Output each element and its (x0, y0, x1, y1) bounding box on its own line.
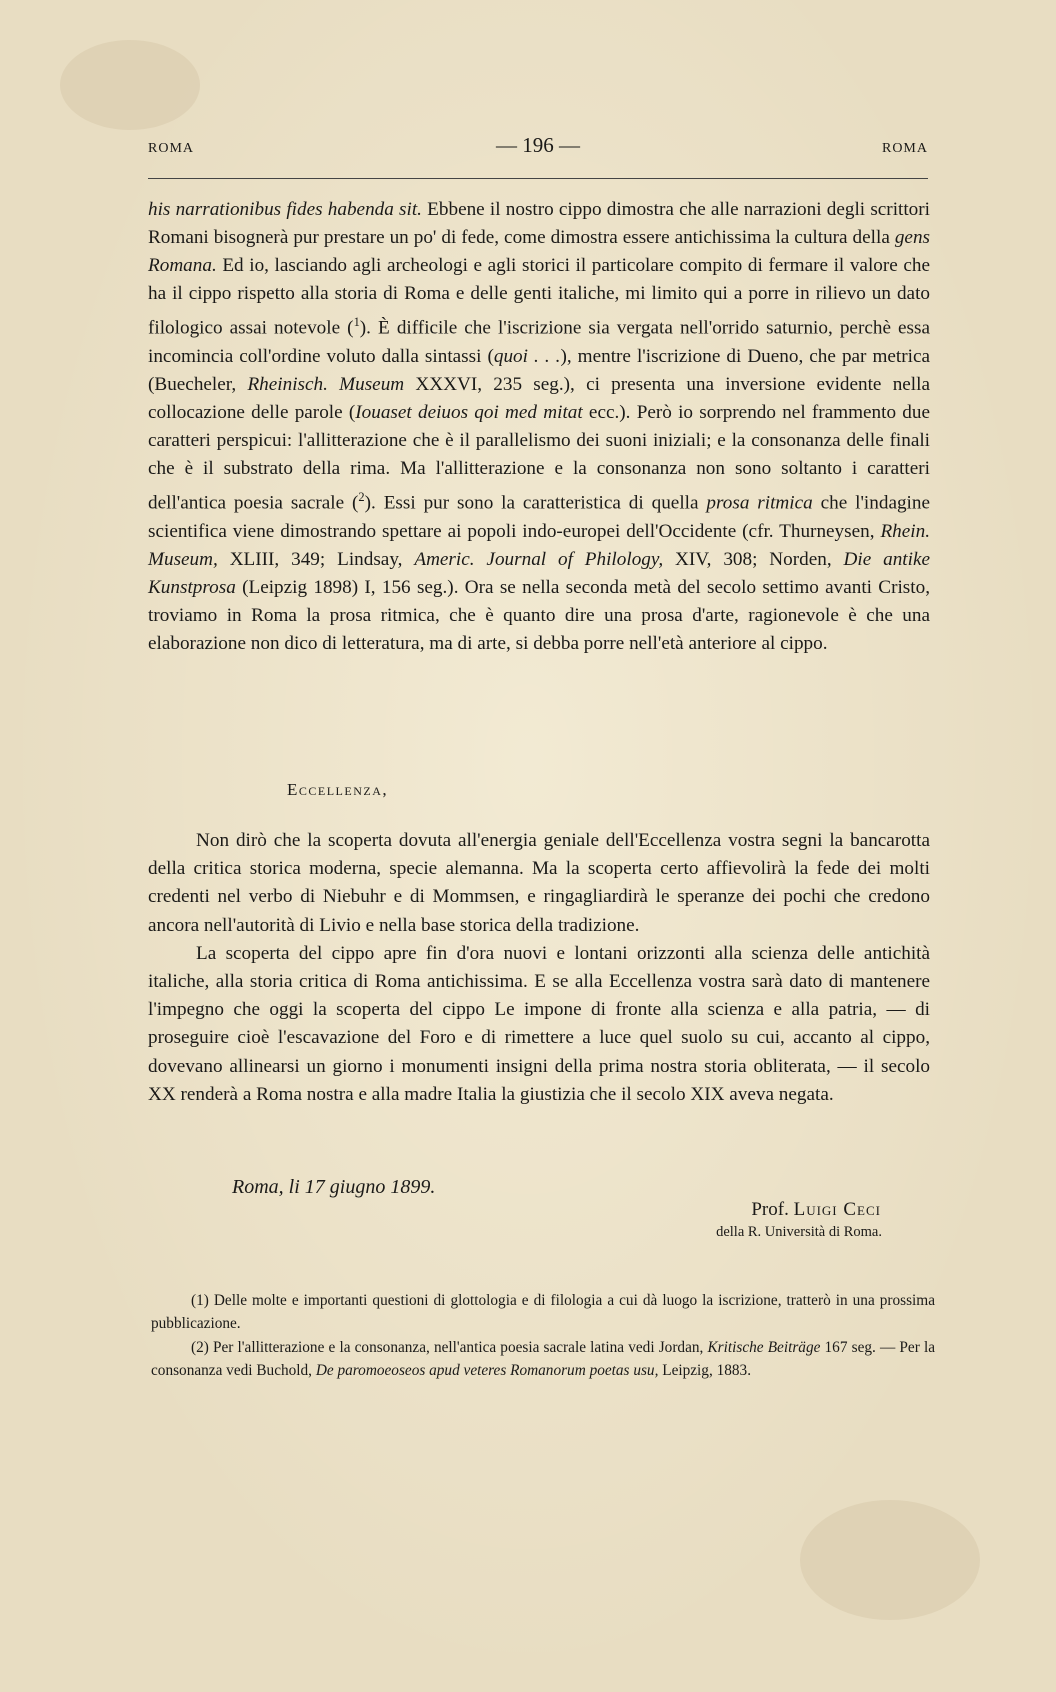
text-run: XXXVI, 235 seg.), ci presenta una inversione evidente nella collocazione delle parole ( (148, 373, 930, 424)
latin-quote: his narrationibus fides habenda sit. (148, 199, 422, 220)
signature-title: Prof. (751, 1199, 789, 1220)
main-paragraph (148, 196, 930, 658)
text-run: ecc.). Però io sorprendo nel frammento due caratteri perspicui: l'allitterazione che è il parallelismo dei suoni iniziali; e la consonanza delle finali che è il substrato della rima. Ma l'allitterazione e la consonanza non sono soltanto i caratteri dell'antica poesia sacrale ( (148, 402, 930, 514)
text-run: Ed io, lasciando agli archeologi e agli storici il particolare compito di fermare il valore che ha il cippo rispetto alla storia di Roma e delle genti italiche, mi limito qui a porre in rilievo un dato filologico assai notevole ( (148, 255, 930, 339)
italic-run: Americ. Journal of Philology, (414, 548, 664, 570)
paper-stain (800, 1500, 980, 1620)
letter-body (148, 827, 930, 1109)
text-run: ), mentre l'iscrizione di Dueno, che par metrica (Buecheler, (148, 345, 931, 395)
italic-run: Iouaset deiuos qoi med mitat (355, 402, 583, 424)
footnote-2-mark: (2) (191, 1339, 209, 1356)
header-right: ROMA (881, 141, 928, 156)
footnote-ref-1[interactable]: 1 (353, 315, 360, 330)
page-number: — 196 — (496, 133, 580, 157)
text-run: Ebbene il nostro cippo dimostra che alle narrazioni degli scrittori Romani bisognerà pur prestare un po' di fede, come dimostra essere antichissima la cultura della (148, 199, 930, 249)
text-run: Per l'allitterazione e la consonanza, nell'antica poesia sacrale latina vedi Jordan, (208, 1339, 708, 1356)
italic-run: prosa ritmica (706, 492, 813, 514)
running-header (148, 133, 928, 163)
text-run: ). È difficile che l'iscrizione sia vergata nell'orrido saturnio, perchè essa incomincia coll'ordine voluto dalla sintassi ( (148, 317, 930, 367)
header-rule (148, 178, 928, 179)
text-run: Leipzig, 1883. (658, 1361, 752, 1379)
place-date: Roma, li 17 giugno 1899. (232, 1176, 436, 1198)
footnotes (151, 1290, 935, 1384)
letter-paragraph-1: Non dirò che la scoperta dovuta all'energia geniale dell'Eccellenza vostra segni la bancarotta della critica storica moderna, specie alemanna. Ma la scoperta certo affievolirà la fede dei molti credenti nel verbo di Niebuhr e di Mommsen, e ringagliardirà le speranze dei pochi che credono ancora nell'autorità di Livio e nella base storica della tradizione. (148, 830, 930, 936)
italic-run: De paromoeoseos apud veteres Romanorum poetas usu, (315, 1361, 659, 1379)
header-left: ROMA (148, 141, 195, 156)
text-run: XLIII, 349; Lindsay, (217, 548, 415, 570)
text-run: 167 seg. — Per la consonanza vedi Buchold, (151, 1339, 935, 1379)
footnote-2 (151, 1337, 935, 1382)
text-run: ). Essi pur sono la caratteristica di quella (364, 492, 707, 514)
footnote-1-text: Delle molte e importanti questioni di glottologia e di filologia a cui dà luogo la iscrizione, tratterò in una prossima pubblicazione. (151, 1292, 935, 1332)
footnote-1-mark: (1) (191, 1292, 209, 1309)
text-run: che l'indagine scientifica viene dimostrando spettare ai popoli indo-europei dell'Occidente (cfr. Thurneysen, (148, 492, 931, 542)
salutation-heading: Eccellenza, (287, 780, 389, 799)
footnote-1 (151, 1290, 935, 1335)
italic-run: Rhein. Museum, (148, 520, 930, 570)
signature-name (751, 1199, 881, 1221)
italic-run: Rheinisch. Museum (247, 373, 405, 395)
footnote-ref-2[interactable]: 2 (358, 490, 365, 505)
italic-run: quoi . . . (493, 345, 561, 367)
signature-affiliation: della R. Università di Roma. (716, 1224, 882, 1240)
paragraph-1 (148, 196, 930, 658)
signature-author: Luigi Ceci (793, 1199, 881, 1220)
letter-paragraph-2: La scoperta del cippo apre fin d'ora nuovi e lontani orizzonti alla scienza delle antichità italiche, alla storia critica di Roma antichissima. E se alla Eccellenza vostra sarà dato di mantenere l'impegno che oggi la scoperta del cippo Le impone di fronte alla scienza e alla patria, — di proseguire cioè l'escavazione del Foro e di rimettere a luce quel suolo su cui, accanto al cippo, dovevano allinearsi un giorno i monumenti insigni della prima nostra storia obliterata, — il secolo XX renderà a Roma nostra e alla madre Italia la giustizia che il secolo XIX aveva negata. (148, 942, 930, 1105)
italic-run: Die antike Kunstprosa (148, 548, 930, 598)
italic-run: gens Romana. (148, 227, 930, 277)
paper-stain (60, 40, 200, 130)
text-run: XIV, 308; Norden, (663, 548, 844, 570)
text-run: (Leipzig 1898) I, 156 seg.). Ora se nella seconda metà del secolo settimo avanti Cristo, troviamo in Roma la prosa ritmica, che è quanto dire una prosa d'arte, ragionevole è che una elaborazione non dico di letteratura, ma di arte, si debba porre nell'età anteriore al cippo. (148, 577, 930, 655)
italic-run: Kritische Beiträge (707, 1339, 821, 1356)
